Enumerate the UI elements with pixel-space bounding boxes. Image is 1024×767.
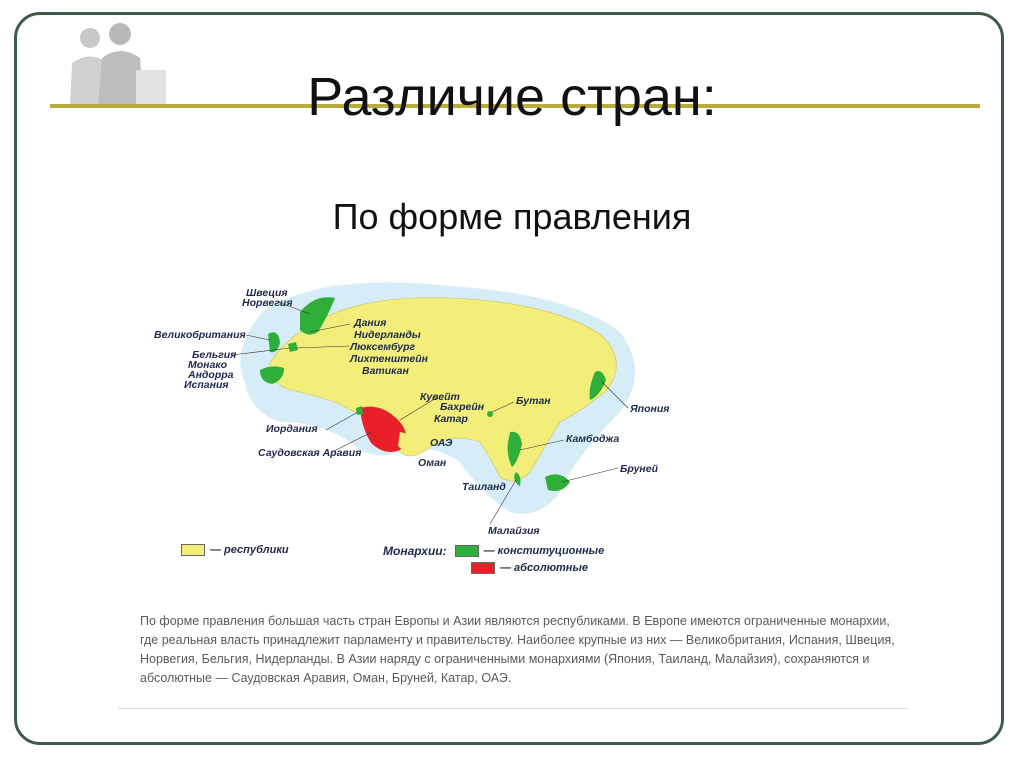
label-cambodia: Камбоджа — [566, 433, 620, 445]
label-thailand: Таиланд — [462, 481, 506, 493]
label-brunei: Бруней — [620, 463, 659, 475]
label-oman: Оман — [418, 457, 447, 469]
legend-constitutional-label: — конституционные — [483, 545, 605, 557]
label-denmark: Дания — [354, 317, 387, 329]
label-kuwait: Кувейт — [420, 391, 460, 403]
label-andorra: Андорра — [188, 369, 234, 381]
slide-title: Различие стран: — [307, 67, 717, 127]
label-vatican: Ватикан — [362, 365, 409, 377]
republic-swatch — [181, 544, 205, 556]
constitutional-swatch — [455, 545, 479, 557]
caption-divider — [118, 708, 908, 709]
legend-monarchies — [383, 544, 604, 558]
legend-absolute-label: — абсолютные — [500, 562, 588, 574]
label-spain: Испания — [184, 379, 229, 391]
label-netherlands: Нидерланды — [354, 329, 421, 341]
label-malaysia: Малайзия — [488, 525, 540, 537]
map-legend — [175, 540, 655, 580]
label-japan: Япония — [630, 403, 670, 415]
caption-text: По форме правления большая часть стран Европы и Азии являются республиками. В Европе имеются ограниченные монархии, где реальная власть принадлежит парламенту и правительству. Наиболее крупные из них — Великобритания, Испания, Швеция, Норвегия, Бельгия, Нидерланды. В Азии наряду с ограниченными монархиями (Япония, Таиланд, Малайзия), сохраняются и абсолютные — Саудовская Аравия, Оман, Бруней, Катар, ОАЭ. — [140, 614, 895, 685]
label-belgium: Бельгия — [192, 349, 237, 361]
label-qatar: Катар — [434, 413, 468, 425]
legend-monarchies-label: Монархии: — [383, 544, 447, 558]
legend-absolute — [471, 562, 588, 574]
label-luxembourg: Люксембург — [350, 341, 416, 353]
legend-republics-label: — республики — [210, 544, 289, 556]
label-liechtenstein: Лихтенштейн — [350, 353, 428, 365]
label-uk: Великобритания — [154, 329, 246, 341]
label-bhutan: Бутан — [516, 395, 551, 407]
label-saudi-arabia: Саудовская Аравия — [258, 447, 362, 459]
label-sweden: Швеция — [246, 287, 288, 299]
label-monaco: Монако — [188, 359, 228, 371]
absolute-swatch — [471, 562, 495, 574]
slide-subtitle: По форме правления — [332, 196, 692, 237]
label-jordan: Иордания — [266, 423, 318, 435]
legend-republics — [181, 544, 289, 556]
label-norway: Норвегия — [242, 297, 293, 309]
eurasia-map — [150, 272, 670, 542]
label-bahrain: Бахрейн — [440, 401, 485, 413]
label-uae: ОАЭ — [430, 437, 453, 449]
